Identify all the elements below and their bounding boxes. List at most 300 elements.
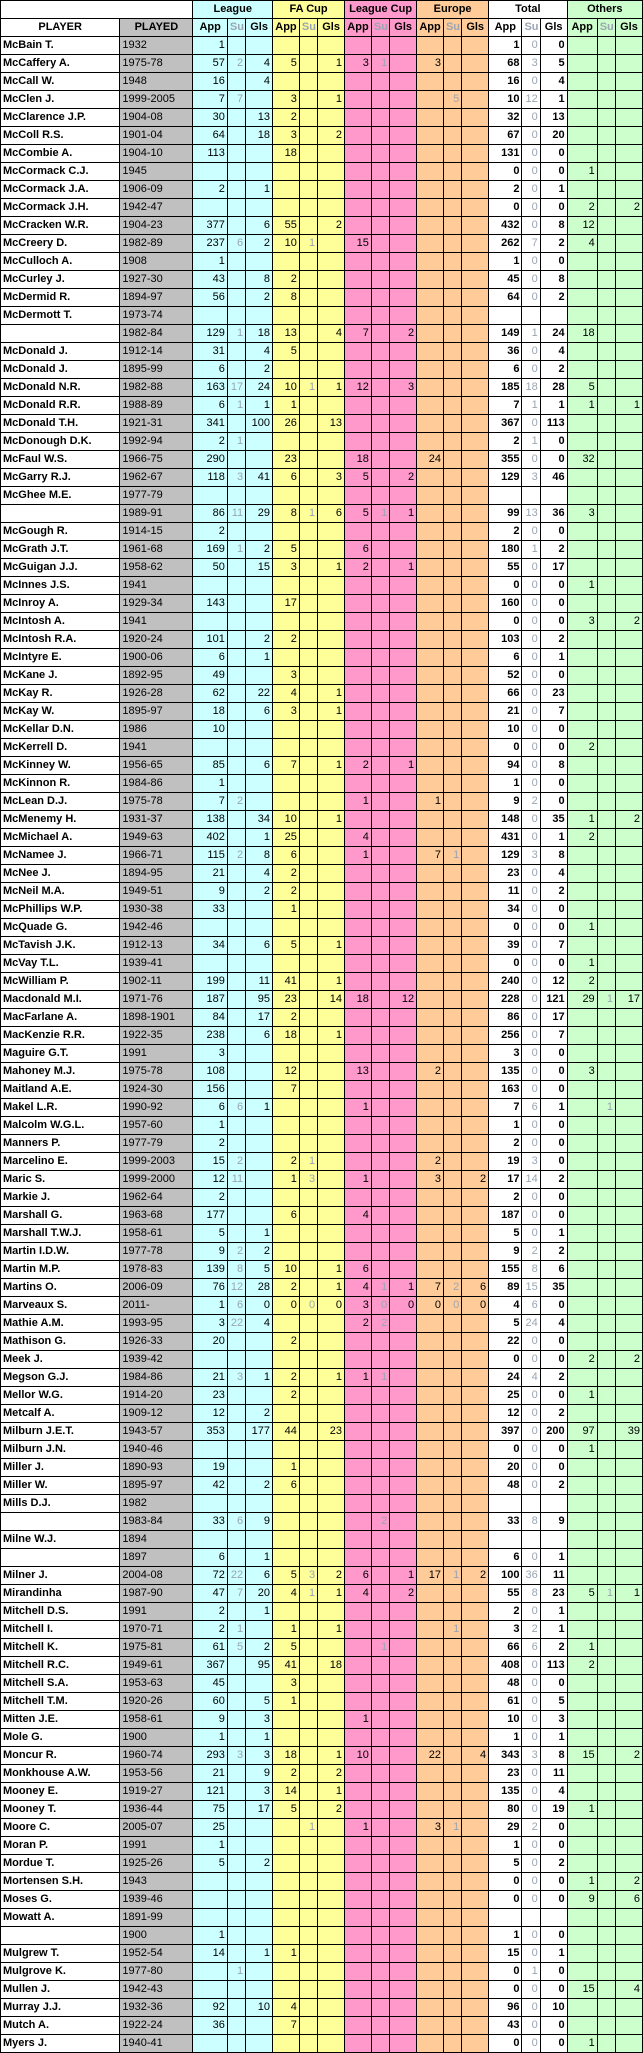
europe-sub bbox=[443, 487, 461, 505]
total-sub: 0 bbox=[522, 703, 540, 721]
total-app: 0 bbox=[489, 1891, 522, 1909]
leaguecup-gls bbox=[390, 217, 417, 235]
total-gls: 0 bbox=[540, 523, 567, 541]
table-row bbox=[1, 613, 643, 631]
europe-app bbox=[417, 739, 444, 757]
europe-gls bbox=[462, 1477, 489, 1495]
leaguecup-app: 2 bbox=[345, 559, 372, 577]
facup-sub bbox=[299, 865, 317, 883]
leaguecup-gls bbox=[390, 289, 417, 307]
facup-sub bbox=[299, 1837, 317, 1855]
leaguecup-sub bbox=[371, 991, 389, 1009]
leaguecup-app: 4 bbox=[345, 829, 372, 847]
league-gls: 0 bbox=[246, 1297, 273, 1315]
table-row bbox=[1, 109, 643, 127]
table-row bbox=[1, 901, 643, 919]
total-sub: 0 bbox=[522, 1459, 540, 1477]
table-row bbox=[1, 667, 643, 685]
europe-app: 7 bbox=[417, 847, 444, 865]
facup-gls bbox=[318, 1981, 345, 1999]
leaguecup-gls bbox=[390, 1261, 417, 1279]
leaguecup-gls bbox=[390, 2035, 417, 2053]
leaguecup-sub bbox=[371, 451, 389, 469]
facup-sub bbox=[299, 1441, 317, 1459]
league-gls bbox=[246, 145, 273, 163]
player-name: McDonough D.K. bbox=[1, 433, 120, 451]
total-sub: 0 bbox=[522, 1225, 540, 1243]
league-gls: 24 bbox=[246, 379, 273, 397]
total-gls: 1 bbox=[540, 1099, 567, 1117]
total-sub: 2 bbox=[522, 1243, 540, 1261]
leaguecup-sub bbox=[371, 289, 389, 307]
league-sub: 6 bbox=[227, 235, 245, 253]
others-app: 1 bbox=[567, 1801, 597, 1819]
league-app: 86 bbox=[193, 505, 227, 523]
leaguecup-sub bbox=[371, 1063, 389, 1081]
facup-sub bbox=[299, 1225, 317, 1243]
total-app: 19 bbox=[489, 1153, 522, 1171]
facup-app bbox=[273, 919, 300, 937]
player-name: McNeil M.A. bbox=[1, 883, 120, 901]
facup-sub bbox=[299, 937, 317, 955]
facup-sub bbox=[299, 1549, 317, 1567]
leaguecup-gls bbox=[390, 1765, 417, 1783]
facup-sub bbox=[299, 55, 317, 73]
leaguecup-gls bbox=[390, 1603, 417, 1621]
others-gls bbox=[615, 1009, 642, 1027]
others-app bbox=[567, 1549, 597, 1567]
total-app: 55 bbox=[489, 1585, 522, 1603]
league-sub bbox=[227, 1117, 245, 1135]
europe-app bbox=[417, 1387, 444, 1405]
league-sub bbox=[227, 1909, 245, 1927]
league-gls bbox=[246, 1153, 273, 1171]
total-gls: 121 bbox=[540, 991, 567, 1009]
league-sub bbox=[227, 1333, 245, 1351]
league-app: 6 bbox=[193, 1549, 227, 1567]
facup-sub bbox=[299, 1801, 317, 1819]
total-gls: 0 bbox=[540, 1387, 567, 1405]
leaguecup-sub bbox=[371, 1927, 389, 1945]
europe-app bbox=[417, 685, 444, 703]
others-gls: 2 bbox=[615, 613, 642, 631]
total-gls: 5 bbox=[540, 1693, 567, 1711]
league-sub bbox=[227, 451, 245, 469]
leaguecup-gls bbox=[390, 1207, 417, 1225]
facup-sub bbox=[299, 1729, 317, 1747]
others-sub bbox=[597, 829, 615, 847]
facup-sub bbox=[299, 1603, 317, 1621]
others-app bbox=[567, 865, 597, 883]
total-sub: 0 bbox=[522, 1423, 540, 1441]
league-sub bbox=[227, 1207, 245, 1225]
played-years: 1987-90 bbox=[120, 1585, 193, 1603]
europe-sub bbox=[443, 469, 461, 487]
others-sub bbox=[597, 343, 615, 361]
leaguecup-app bbox=[345, 595, 372, 613]
others-app bbox=[567, 1837, 597, 1855]
europe-sub bbox=[443, 1045, 461, 1063]
total-app: 155 bbox=[489, 1261, 522, 1279]
league-sub bbox=[227, 361, 245, 379]
league-sub: 3 bbox=[227, 469, 245, 487]
total-gls: 1 bbox=[540, 1729, 567, 1747]
league-gls bbox=[246, 1081, 273, 1099]
total-gls: 13 bbox=[540, 109, 567, 127]
total-app: 0 bbox=[489, 577, 522, 595]
league-gls: 95 bbox=[246, 1657, 273, 1675]
europe-gls bbox=[462, 1549, 489, 1567]
total-gls bbox=[540, 307, 567, 325]
facup-gls: 1 bbox=[318, 559, 345, 577]
facup-gls bbox=[318, 1117, 345, 1135]
facup-gls bbox=[318, 1675, 345, 1693]
others-app bbox=[567, 1675, 597, 1693]
others-sub bbox=[597, 775, 615, 793]
others-sub bbox=[597, 1279, 615, 1297]
total-gls: 2 bbox=[540, 1405, 567, 1423]
leaguecup-sub bbox=[371, 1045, 389, 1063]
facup-app: 41 bbox=[273, 1657, 300, 1675]
played-years: 1892-95 bbox=[120, 667, 193, 685]
europe-sub bbox=[443, 829, 461, 847]
leaguecup-gls bbox=[390, 307, 417, 325]
leaguecup-app bbox=[345, 1873, 372, 1891]
total-app: 4 bbox=[489, 1297, 522, 1315]
others-gls bbox=[615, 1279, 642, 1297]
player-name: Milne W.J. bbox=[1, 1531, 120, 1549]
total-app: 0 bbox=[489, 955, 522, 973]
played-years: 1895-99 bbox=[120, 361, 193, 379]
played-years: 1991 bbox=[120, 1045, 193, 1063]
total-app: 1 bbox=[489, 775, 522, 793]
others-app bbox=[567, 649, 597, 667]
facup-gls bbox=[318, 1171, 345, 1189]
leaguecup-gls bbox=[390, 1747, 417, 1765]
table-row bbox=[1, 235, 643, 253]
others-gls bbox=[615, 577, 642, 595]
europe-gls bbox=[462, 649, 489, 667]
total-app: 0 bbox=[489, 1981, 522, 1999]
league-app: 85 bbox=[193, 757, 227, 775]
total-app: 160 bbox=[489, 595, 522, 613]
leaguecup-gls bbox=[390, 739, 417, 757]
table-row bbox=[1, 685, 643, 703]
table-row bbox=[1, 1765, 643, 1783]
facup-app: 2 bbox=[273, 865, 300, 883]
player-name: Marshall T.W.J. bbox=[1, 1225, 120, 1243]
player-name: Mitchell I. bbox=[1, 1621, 120, 1639]
others-app bbox=[567, 253, 597, 271]
total-gls: 4 bbox=[540, 1783, 567, 1801]
table-row bbox=[1, 811, 643, 829]
played-years: 1926-33 bbox=[120, 1333, 193, 1351]
europe-gls bbox=[462, 1189, 489, 1207]
played-years: 1897 bbox=[120, 1549, 193, 1567]
total-gls: 4 bbox=[540, 73, 567, 91]
total-app: 36 bbox=[489, 343, 522, 361]
leaguecup-gls bbox=[390, 1513, 417, 1531]
league-app: 1 bbox=[193, 1729, 227, 1747]
others-app bbox=[567, 1477, 597, 1495]
others-app: 12 bbox=[567, 217, 597, 235]
europe-gls bbox=[462, 1873, 489, 1891]
leaguecup-app bbox=[345, 1405, 372, 1423]
others-app bbox=[567, 145, 597, 163]
league-app: 293 bbox=[193, 1747, 227, 1765]
others-app: 3 bbox=[567, 613, 597, 631]
others-gls bbox=[615, 1261, 642, 1279]
facup-app bbox=[273, 73, 300, 91]
league-app: 121 bbox=[193, 1783, 227, 1801]
total-app: 7 bbox=[489, 397, 522, 415]
total-sub: 0 bbox=[522, 919, 540, 937]
table-row bbox=[1, 1171, 643, 1189]
others-sub bbox=[597, 1441, 615, 1459]
europe-sub bbox=[443, 757, 461, 775]
facup-sub bbox=[299, 1675, 317, 1693]
leaguecup-app bbox=[345, 775, 372, 793]
leaguecup-app: 4 bbox=[345, 1207, 372, 1225]
player-name: McKinney W. bbox=[1, 757, 120, 775]
facup-app bbox=[273, 253, 300, 271]
facup-gls bbox=[318, 1207, 345, 1225]
others-app bbox=[567, 109, 597, 127]
player-name: Mullen J. bbox=[1, 1981, 120, 1999]
group-total: Total bbox=[489, 1, 567, 19]
facup-sub bbox=[299, 1531, 317, 1549]
facup-gls bbox=[318, 109, 345, 127]
total-app: 9 bbox=[489, 793, 522, 811]
facup-app bbox=[273, 1603, 300, 1621]
total-sub: 0 bbox=[522, 1207, 540, 1225]
leaguecup-sub bbox=[371, 1171, 389, 1189]
leaguecup-gls bbox=[390, 1081, 417, 1099]
others-gls bbox=[615, 793, 642, 811]
total-gls bbox=[540, 1531, 567, 1549]
facup-sub bbox=[299, 1765, 317, 1783]
europe-gls bbox=[462, 289, 489, 307]
leaguecup-sub bbox=[371, 901, 389, 919]
facup-gls bbox=[318, 1063, 345, 1081]
others-app bbox=[567, 1765, 597, 1783]
player-name: McCracken W.R. bbox=[1, 217, 120, 235]
others-sub bbox=[597, 937, 615, 955]
leaguecup-app bbox=[345, 1117, 372, 1135]
league-sub bbox=[227, 109, 245, 127]
others-gls bbox=[615, 631, 642, 649]
facup-sub: 0 bbox=[299, 1297, 317, 1315]
group-fa-cup: FA Cup bbox=[273, 1, 345, 19]
total-app: 32 bbox=[489, 109, 522, 127]
league-sub bbox=[227, 1711, 245, 1729]
others-sub bbox=[597, 91, 615, 109]
leaguecup-gls bbox=[390, 1063, 417, 1081]
league-sub: 1 bbox=[227, 397, 245, 415]
others-app bbox=[567, 1927, 597, 1945]
header-leaguecup-gls: Gls bbox=[390, 19, 417, 37]
leaguecup-app bbox=[345, 613, 372, 631]
table-row bbox=[1, 829, 643, 847]
others-sub bbox=[597, 1459, 615, 1477]
played-years: 1973-74 bbox=[120, 307, 193, 325]
player-name: Mortensen S.H. bbox=[1, 1873, 120, 1891]
europe-gls bbox=[462, 1063, 489, 1081]
europe-gls bbox=[462, 181, 489, 199]
player-name: Miller J. bbox=[1, 1459, 120, 1477]
league-gls: 3 bbox=[246, 1711, 273, 1729]
total-sub: 0 bbox=[522, 649, 540, 667]
facup-gls bbox=[318, 2035, 345, 2053]
leaguecup-app bbox=[345, 1153, 372, 1171]
others-sub bbox=[597, 217, 615, 235]
europe-gls bbox=[462, 469, 489, 487]
league-gls bbox=[246, 1819, 273, 1837]
europe-app bbox=[417, 991, 444, 1009]
player-name: Mahoney M.J. bbox=[1, 1063, 120, 1081]
leaguecup-gls: 1 bbox=[390, 505, 417, 523]
facup-sub bbox=[299, 325, 317, 343]
league-app: 61 bbox=[193, 1639, 227, 1657]
leaguecup-sub bbox=[371, 307, 389, 325]
league-gls: 1 bbox=[246, 1549, 273, 1567]
total-sub: 0 bbox=[522, 1135, 540, 1153]
leaguecup-app bbox=[345, 2017, 372, 2035]
played-years: 1960-74 bbox=[120, 1747, 193, 1765]
leaguecup-sub bbox=[371, 523, 389, 541]
leaguecup-sub bbox=[371, 919, 389, 937]
europe-app bbox=[417, 721, 444, 739]
total-app: 1 bbox=[489, 1837, 522, 1855]
league-sub bbox=[227, 1189, 245, 1207]
header-total-gls: Gls bbox=[540, 19, 567, 37]
league-sub: 8 bbox=[227, 1261, 245, 1279]
leaguecup-gls bbox=[390, 811, 417, 829]
others-app bbox=[567, 1405, 597, 1423]
league-gls: 34 bbox=[246, 811, 273, 829]
total-gls: 1 bbox=[540, 181, 567, 199]
facup-gls bbox=[318, 1927, 345, 1945]
others-app: 2 bbox=[567, 1657, 597, 1675]
others-sub bbox=[597, 505, 615, 523]
others-app: 2 bbox=[567, 1351, 597, 1369]
facup-gls bbox=[318, 1405, 345, 1423]
facup-app bbox=[273, 1873, 300, 1891]
played-years: 1956-65 bbox=[120, 757, 193, 775]
facup-gls bbox=[318, 1531, 345, 1549]
europe-app: 0 bbox=[417, 1297, 444, 1315]
others-gls bbox=[615, 1657, 642, 1675]
facup-sub bbox=[299, 1927, 317, 1945]
europe-app bbox=[417, 1801, 444, 1819]
leaguecup-sub bbox=[371, 1801, 389, 1819]
total-gls: 0 bbox=[540, 2017, 567, 2035]
table-row bbox=[1, 1441, 643, 1459]
leaguecup-app bbox=[345, 1009, 372, 1027]
europe-sub bbox=[443, 1747, 461, 1765]
league-gls bbox=[246, 1459, 273, 1477]
facup-sub bbox=[299, 181, 317, 199]
others-app: 15 bbox=[567, 1981, 597, 1999]
facup-app: 5 bbox=[273, 1801, 300, 1819]
total-app: 0 bbox=[489, 2035, 522, 2053]
league-app: 23 bbox=[193, 1387, 227, 1405]
total-gls: 0 bbox=[540, 1873, 567, 1891]
europe-sub bbox=[443, 1027, 461, 1045]
leaguecup-gls bbox=[390, 253, 417, 271]
player-name: McDonald T.H. bbox=[1, 415, 120, 433]
leaguecup-sub bbox=[371, 271, 389, 289]
header-leaguecup-app: App bbox=[345, 19, 372, 37]
leaguecup-app bbox=[345, 1675, 372, 1693]
facup-app bbox=[273, 1711, 300, 1729]
others-app bbox=[567, 559, 597, 577]
league-app: 31 bbox=[193, 343, 227, 361]
europe-gls bbox=[462, 1423, 489, 1441]
others-gls bbox=[615, 415, 642, 433]
total-app: 367 bbox=[489, 415, 522, 433]
table-row bbox=[1, 1999, 643, 2017]
others-app bbox=[567, 523, 597, 541]
europe-app bbox=[417, 973, 444, 991]
league-gls bbox=[246, 901, 273, 919]
total-sub: 12 bbox=[522, 91, 540, 109]
europe-gls bbox=[462, 1387, 489, 1405]
europe-app bbox=[417, 433, 444, 451]
total-sub: 0 bbox=[522, 1729, 540, 1747]
league-sub bbox=[227, 991, 245, 1009]
others-gls bbox=[615, 1477, 642, 1495]
facup-app bbox=[273, 739, 300, 757]
others-sub bbox=[597, 649, 615, 667]
others-gls bbox=[615, 91, 642, 109]
europe-sub bbox=[443, 343, 461, 361]
facup-app: 4 bbox=[273, 685, 300, 703]
table-row bbox=[1, 1945, 643, 1963]
others-gls bbox=[615, 163, 642, 181]
total-sub: 0 bbox=[522, 1999, 540, 2017]
league-gls bbox=[246, 1981, 273, 1999]
europe-sub bbox=[443, 775, 461, 793]
league-sub bbox=[227, 1801, 245, 1819]
facup-app bbox=[273, 37, 300, 55]
leaguecup-app bbox=[345, 631, 372, 649]
leaguecup-app bbox=[345, 199, 372, 217]
league-sub bbox=[227, 199, 245, 217]
league-app: 199 bbox=[193, 973, 227, 991]
total-gls: 0 bbox=[540, 2035, 567, 2053]
others-gls bbox=[615, 109, 642, 127]
player-name: Mitchell S.A. bbox=[1, 1675, 120, 1693]
leaguecup-app bbox=[345, 1729, 372, 1747]
others-gls bbox=[615, 595, 642, 613]
leaguecup-app bbox=[345, 667, 372, 685]
leaguecup-gls bbox=[390, 343, 417, 361]
total-app: 2 bbox=[489, 181, 522, 199]
table-row bbox=[1, 1297, 643, 1315]
league-app: 56 bbox=[193, 289, 227, 307]
total-app: 408 bbox=[489, 1657, 522, 1675]
facup-app: 25 bbox=[273, 829, 300, 847]
others-sub bbox=[597, 1513, 615, 1531]
europe-gls bbox=[462, 955, 489, 973]
leaguecup-gls bbox=[390, 937, 417, 955]
player-name: McClen J. bbox=[1, 91, 120, 109]
total-gls: 0 bbox=[540, 1081, 567, 1099]
total-app: 67 bbox=[489, 127, 522, 145]
facup-app: 1 bbox=[273, 1693, 300, 1711]
leaguecup-sub bbox=[371, 1585, 389, 1603]
